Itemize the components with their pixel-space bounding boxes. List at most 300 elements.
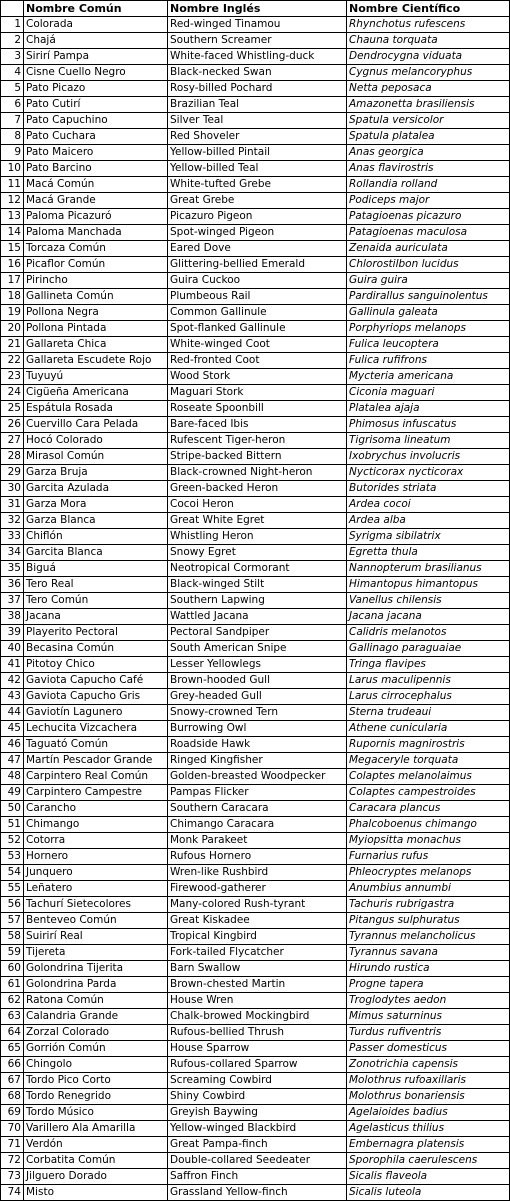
english-name-cell: Cocoi Heron xyxy=(168,497,347,513)
row-number-cell: 49 xyxy=(1,785,24,801)
table-body xyxy=(1,17,510,1201)
row-number-cell: 64 xyxy=(1,1025,24,1041)
table-row xyxy=(1,1025,510,1041)
common-name-cell: Cotorra xyxy=(24,833,168,849)
scientific-name-cell: Molothrus rufoaxillaris xyxy=(347,1073,510,1089)
row-number-cell: 31 xyxy=(1,497,24,513)
scientific-name-cell: Rollandia rolland xyxy=(347,177,510,193)
table-row xyxy=(1,785,510,801)
table-row xyxy=(1,209,510,225)
english-name-cell: Neotropical Cormorant xyxy=(168,561,347,577)
common-name-cell: Zorzal Colorado xyxy=(24,1025,168,1041)
row-number-cell: 71 xyxy=(1,1137,24,1153)
scientific-name-cell: Pardirallus sanguinolentus xyxy=(347,289,510,305)
scientific-name-cell: Ciconia maguari xyxy=(347,385,510,401)
common-name-cell: Playerito Pectoral xyxy=(24,625,168,641)
table-row xyxy=(1,1057,510,1073)
table-row xyxy=(1,609,510,625)
scientific-name-cell: Fulica rufifrons xyxy=(347,353,510,369)
table-row xyxy=(1,897,510,913)
scientific-name-cell: Ardea cocoi xyxy=(347,497,510,513)
english-name-cell: Yellow-billed Pintail xyxy=(168,145,347,161)
english-name-cell: Chimango Caracara xyxy=(168,817,347,833)
scientific-name-cell: Platalea ajaja xyxy=(347,401,510,417)
table-row xyxy=(1,273,510,289)
row-number-cell: 5 xyxy=(1,81,24,97)
row-number-cell: 16 xyxy=(1,257,24,273)
scientific-name-cell: Tyrannus melancholicus xyxy=(347,929,510,945)
english-name-cell: Brown-hooded Gull xyxy=(168,673,347,689)
common-name-cell: Tijereta xyxy=(24,945,168,961)
row-number-cell: 57 xyxy=(1,913,24,929)
scientific-name-cell: Patagioenas picazuro xyxy=(347,209,510,225)
table-row xyxy=(1,673,510,689)
common-name-cell: Tuyuyú xyxy=(24,369,168,385)
scientific-name-cell: Athene cunicularia xyxy=(347,721,510,737)
table-row xyxy=(1,177,510,193)
scientific-name-cell: Rhynchotus rufescens xyxy=(347,17,510,33)
common-name-cell: Taguató Común xyxy=(24,737,168,753)
scientific-name-cell: Troglodytes aedon xyxy=(347,993,510,1009)
row-number-cell: 35 xyxy=(1,561,24,577)
row-number-cell: 21 xyxy=(1,337,24,353)
scientific-name-cell: Podiceps major xyxy=(347,193,510,209)
table-row xyxy=(1,497,510,513)
common-name-cell: Tero Común xyxy=(24,593,168,609)
table-row xyxy=(1,305,510,321)
header-scientific-name: Nombre Científico xyxy=(347,1,510,17)
scientific-name-cell: Egretta thula xyxy=(347,545,510,561)
common-name-cell: Paloma Picazuró xyxy=(24,209,168,225)
table-row xyxy=(1,721,510,737)
common-name-cell: Tordo Renegrido xyxy=(24,1089,168,1105)
table-row xyxy=(1,593,510,609)
scientific-name-cell: Agelaioides badius xyxy=(347,1105,510,1121)
scientific-name-cell: Pitangus sulphuratus xyxy=(347,913,510,929)
row-number-cell: 72 xyxy=(1,1153,24,1169)
common-name-cell: Suirirí Real xyxy=(24,929,168,945)
table-row xyxy=(1,529,510,545)
scientific-name-cell: Mimus saturninus xyxy=(347,1009,510,1025)
row-number-cell: 69 xyxy=(1,1105,24,1121)
english-name-cell: Red-fronted Coot xyxy=(168,353,347,369)
english-name-cell: Grey-headed Gull xyxy=(168,689,347,705)
table-row xyxy=(1,225,510,241)
scientific-name-cell: Tyrannus savana xyxy=(347,945,510,961)
common-name-cell: Pollona Negra xyxy=(24,305,168,321)
table-row xyxy=(1,321,510,337)
english-name-cell: Red Shoveler xyxy=(168,129,347,145)
table-row xyxy=(1,401,510,417)
row-number-cell: 41 xyxy=(1,657,24,673)
table-row xyxy=(1,1169,510,1185)
english-name-cell: Great White Egret xyxy=(168,513,347,529)
common-name-cell: Sirirí Pampa xyxy=(24,49,168,65)
scientific-name-cell: Embernagra platensis xyxy=(347,1137,510,1153)
common-name-cell: Pato Picazo xyxy=(24,81,168,97)
table-row xyxy=(1,337,510,353)
row-number-cell: 68 xyxy=(1,1089,24,1105)
scientific-name-cell: Guira guira xyxy=(347,273,510,289)
english-name-cell: Greyish Baywing xyxy=(168,1105,347,1121)
table-row xyxy=(1,65,510,81)
scientific-name-cell: Caracara plancus xyxy=(347,801,510,817)
row-number-cell: 60 xyxy=(1,961,24,977)
english-name-cell: Great Kiskadee xyxy=(168,913,347,929)
english-name-cell: Southern Lapwing xyxy=(168,593,347,609)
english-name-cell: Fork-tailed Flycatcher xyxy=(168,945,347,961)
common-name-cell: Carpintero Campestre xyxy=(24,785,168,801)
english-name-cell: Double-collared Seedeater xyxy=(168,1153,347,1169)
english-name-cell: Rufous-bellied Thrush xyxy=(168,1025,347,1041)
english-name-cell: Eared Dove xyxy=(168,241,347,257)
row-number-cell: 62 xyxy=(1,993,24,1009)
english-name-cell: Brown-chested Martin xyxy=(168,977,347,993)
scientific-name-cell: Progne tapera xyxy=(347,977,510,993)
scientific-name-cell: Turdus rufiventris xyxy=(347,1025,510,1041)
scientific-name-cell: Gallinula galeata xyxy=(347,305,510,321)
row-number-cell: 51 xyxy=(1,817,24,833)
row-number-cell: 38 xyxy=(1,609,24,625)
english-name-cell: Picazuro Pigeon xyxy=(168,209,347,225)
scientific-name-cell: Larus maculipennis xyxy=(347,673,510,689)
english-name-cell: White-tufted Grebe xyxy=(168,177,347,193)
scientific-name-cell: Patagioenas maculosa xyxy=(347,225,510,241)
english-name-cell: Whistling Heron xyxy=(168,529,347,545)
row-number-cell: 2 xyxy=(1,33,24,49)
common-name-cell: Pato Cuchara xyxy=(24,129,168,145)
row-number-cell: 15 xyxy=(1,241,24,257)
row-number-cell: 45 xyxy=(1,721,24,737)
english-name-cell: Ringed Kingfisher xyxy=(168,753,347,769)
scientific-name-cell: Spatula platalea xyxy=(347,129,510,145)
english-name-cell: Stripe-backed Bittern xyxy=(168,449,347,465)
english-name-cell: Common Gallinule xyxy=(168,305,347,321)
english-name-cell: Spot-flanked Gallinule xyxy=(168,321,347,337)
english-name-cell: Black-crowned Night-heron xyxy=(168,465,347,481)
table-row xyxy=(1,577,510,593)
english-name-cell: Southern Screamer xyxy=(168,33,347,49)
table-row xyxy=(1,129,510,145)
english-name-cell: Firewood-gatherer xyxy=(168,881,347,897)
table-row xyxy=(1,369,510,385)
english-name-cell: House Sparrow xyxy=(168,1041,347,1057)
table-row xyxy=(1,113,510,129)
common-name-cell: Becasina Común xyxy=(24,641,168,657)
common-name-cell: Gaviota Capucho Gris xyxy=(24,689,168,705)
row-number-cell: 46 xyxy=(1,737,24,753)
english-name-cell: Plumbeous Rail xyxy=(168,289,347,305)
row-number-cell: 32 xyxy=(1,513,24,529)
english-name-cell: Bare-faced Ibis xyxy=(168,417,347,433)
scientific-name-cell: Sporophila caerulescens xyxy=(347,1153,510,1169)
common-name-cell: Calandria Grande xyxy=(24,1009,168,1025)
common-name-cell: Colorada xyxy=(24,17,168,33)
row-number-cell: 73 xyxy=(1,1169,24,1185)
english-name-cell: Southern Caracara xyxy=(168,801,347,817)
english-name-cell: Yellow-billed Teal xyxy=(168,161,347,177)
table-row xyxy=(1,481,510,497)
english-name-cell: Monk Parakeet xyxy=(168,833,347,849)
table-row xyxy=(1,833,510,849)
table-row xyxy=(1,705,510,721)
common-name-cell: Jacana xyxy=(24,609,168,625)
scientific-name-cell: Zenaida auriculata xyxy=(347,241,510,257)
english-name-cell: Glittering-bellied Emerald xyxy=(168,257,347,273)
english-name-cell: Maguari Stork xyxy=(168,385,347,401)
row-number-cell: 17 xyxy=(1,273,24,289)
row-number-cell: 20 xyxy=(1,321,24,337)
table-row xyxy=(1,465,510,481)
common-name-cell: Verdón xyxy=(24,1137,168,1153)
english-name-cell: Snowy Egret xyxy=(168,545,347,561)
common-name-cell: Junquero xyxy=(24,865,168,881)
english-name-cell: White-faced Whistling-duck xyxy=(168,49,347,65)
common-name-cell: Jilguero Dorado xyxy=(24,1169,168,1185)
table-row xyxy=(1,161,510,177)
english-name-cell: Great Pampa-finch xyxy=(168,1137,347,1153)
table-row xyxy=(1,193,510,209)
english-name-cell: Saffron Finch xyxy=(168,1169,347,1185)
scientific-name-cell: Megaceryle torquata xyxy=(347,753,510,769)
english-name-cell: Lesser Yellowlegs xyxy=(168,657,347,673)
table-row xyxy=(1,289,510,305)
common-name-cell: Carpintero Real Común xyxy=(24,769,168,785)
table-row xyxy=(1,945,510,961)
scientific-name-cell: Sterna trudeaui xyxy=(347,705,510,721)
row-number-cell: 4 xyxy=(1,65,24,81)
english-name-cell: Green-backed Heron xyxy=(168,481,347,497)
table-row xyxy=(1,641,510,657)
common-name-cell: Pirincho xyxy=(24,273,168,289)
scientific-name-cell: Butorides striata xyxy=(347,481,510,497)
common-name-cell: Garcita Azulada xyxy=(24,481,168,497)
table-row xyxy=(1,513,510,529)
row-number-cell: 70 xyxy=(1,1121,24,1137)
table-row xyxy=(1,33,510,49)
common-name-cell: Golondrina Tijerita xyxy=(24,961,168,977)
common-name-cell: Gallineta Común xyxy=(24,289,168,305)
table-row xyxy=(1,545,510,561)
common-name-cell: Chimango xyxy=(24,817,168,833)
row-number-cell: 58 xyxy=(1,929,24,945)
table-row xyxy=(1,1041,510,1057)
common-name-cell: Cisne Cuello Negro xyxy=(24,65,168,81)
table-row xyxy=(1,449,510,465)
english-name-cell: Guira Cuckoo xyxy=(168,273,347,289)
table-row xyxy=(1,81,510,97)
scientific-name-cell: Furnarius rufus xyxy=(347,849,510,865)
english-name-cell: White-winged Coot xyxy=(168,337,347,353)
row-number-cell: 22 xyxy=(1,353,24,369)
common-name-cell: Pato Capuchino xyxy=(24,113,168,129)
row-number-cell: 40 xyxy=(1,641,24,657)
common-name-cell: Gaviota Capucho Café xyxy=(24,673,168,689)
table-row xyxy=(1,97,510,113)
common-name-cell: Espátula Rosada xyxy=(24,401,168,417)
english-name-cell: Brazilian Teal xyxy=(168,97,347,113)
row-number-cell: 7 xyxy=(1,113,24,129)
common-name-cell: Macá Común xyxy=(24,177,168,193)
common-name-cell: Carancho xyxy=(24,801,168,817)
table-row xyxy=(1,17,510,33)
row-number-cell: 43 xyxy=(1,689,24,705)
table-row xyxy=(1,625,510,641)
header-number xyxy=(1,1,24,17)
english-name-cell: Silver Teal xyxy=(168,113,347,129)
scientific-name-cell: Tringa flavipes xyxy=(347,657,510,673)
row-number-cell: 25 xyxy=(1,401,24,417)
scientific-name-cell: Larus cirrocephalus xyxy=(347,689,510,705)
common-name-cell: Garza Bruja xyxy=(24,465,168,481)
row-number-cell: 55 xyxy=(1,881,24,897)
common-name-cell: Leñatero xyxy=(24,881,168,897)
english-name-cell: House Wren xyxy=(168,993,347,1009)
scientific-name-cell: Passer domesticus xyxy=(347,1041,510,1057)
table-row xyxy=(1,257,510,273)
common-name-cell: Ratona Común xyxy=(24,993,168,1009)
scientific-name-cell: Chauna torquata xyxy=(347,33,510,49)
scientific-name-cell: Porphyriops melanops xyxy=(347,321,510,337)
scientific-name-cell: Ardea alba xyxy=(347,513,510,529)
row-number-cell: 29 xyxy=(1,465,24,481)
table-row xyxy=(1,561,510,577)
english-name-cell: Rufescent Tiger-heron xyxy=(168,433,347,449)
header-row xyxy=(1,1,510,17)
common-name-cell: Pato Barcino xyxy=(24,161,168,177)
common-name-cell: Tero Real xyxy=(24,577,168,593)
table-row xyxy=(1,145,510,161)
table-row xyxy=(1,849,510,865)
scientific-name-cell: Himantopus himantopus xyxy=(347,577,510,593)
common-name-cell: Pato Maicero xyxy=(24,145,168,161)
row-number-cell: 19 xyxy=(1,305,24,321)
english-name-cell: Red-winged Tinamou xyxy=(168,17,347,33)
common-name-cell: Chingolo xyxy=(24,1057,168,1073)
english-name-cell: South American Snipe xyxy=(168,641,347,657)
row-number-cell: 34 xyxy=(1,545,24,561)
common-name-cell: Gorrión Común xyxy=(24,1041,168,1057)
common-name-cell: Paloma Manchada xyxy=(24,225,168,241)
common-name-cell: Mirasol Común xyxy=(24,449,168,465)
row-number-cell: 42 xyxy=(1,673,24,689)
row-number-cell: 11 xyxy=(1,177,24,193)
table-row xyxy=(1,49,510,65)
scientific-name-cell: Spatula versicolor xyxy=(347,113,510,129)
scientific-name-cell: Nannopterum brasilianus xyxy=(347,561,510,577)
scientific-name-cell: Tigrisoma lineatum xyxy=(347,433,510,449)
scientific-name-cell: Myiopsitta monachus xyxy=(347,833,510,849)
row-number-cell: 28 xyxy=(1,449,24,465)
header-english-name: Nombre Inglés xyxy=(168,1,347,17)
scientific-name-cell: Anumbius annumbi xyxy=(347,881,510,897)
english-name-cell: Snowy-crowned Tern xyxy=(168,705,347,721)
english-name-cell: Chalk-browed Mockingbird xyxy=(168,1009,347,1025)
row-number-cell: 67 xyxy=(1,1073,24,1089)
table-row xyxy=(1,385,510,401)
scientific-name-cell: Colaptes melanolaimus xyxy=(347,769,510,785)
row-number-cell: 1 xyxy=(1,17,24,33)
common-name-cell: Misto xyxy=(24,1185,168,1201)
common-name-cell: Corbatita Común xyxy=(24,1153,168,1169)
table-row xyxy=(1,817,510,833)
table-row xyxy=(1,417,510,433)
english-name-cell: Wren-like Rushbird xyxy=(168,865,347,881)
scientific-name-cell: Jacana jacana xyxy=(347,609,510,625)
english-name-cell: Great Grebe xyxy=(168,193,347,209)
row-number-cell: 10 xyxy=(1,161,24,177)
row-number-cell: 23 xyxy=(1,369,24,385)
table-row xyxy=(1,1137,510,1153)
table-row xyxy=(1,737,510,753)
scientific-name-cell: Chlorostilbon lucidus xyxy=(347,257,510,273)
row-number-cell: 56 xyxy=(1,897,24,913)
row-number-cell: 61 xyxy=(1,977,24,993)
scientific-name-cell: Amazonetta brasiliensis xyxy=(347,97,510,113)
row-number-cell: 12 xyxy=(1,193,24,209)
scientific-name-cell: Agelasticus thilius xyxy=(347,1121,510,1137)
table-row xyxy=(1,753,510,769)
row-number-cell: 47 xyxy=(1,753,24,769)
scientific-name-cell: Sicalis luteola xyxy=(347,1185,510,1201)
common-name-cell: Garza Mora xyxy=(24,497,168,513)
row-number-cell: 39 xyxy=(1,625,24,641)
table-row xyxy=(1,977,510,993)
scientific-name-cell: Hirundo rustica xyxy=(347,961,510,977)
english-name-cell: Tropical Kingbird xyxy=(168,929,347,945)
english-name-cell: Screaming Cowbird xyxy=(168,1073,347,1089)
scientific-name-cell: Phimosus infuscatus xyxy=(347,417,510,433)
table-row xyxy=(1,353,510,369)
row-number-cell: 59 xyxy=(1,945,24,961)
common-name-cell: Chiflón xyxy=(24,529,168,545)
scientific-name-cell: Dendrocygna viduata xyxy=(347,49,510,65)
common-name-cell: Cigüeña Americana xyxy=(24,385,168,401)
english-name-cell: Roseate Spoonbill xyxy=(168,401,347,417)
common-name-cell: Martín Pescador Grande xyxy=(24,753,168,769)
scientific-name-cell: Calidris melanotos xyxy=(347,625,510,641)
english-name-cell: Rufous-collared Sparrow xyxy=(168,1057,347,1073)
table-row xyxy=(1,929,510,945)
row-number-cell: 27 xyxy=(1,433,24,449)
table-row xyxy=(1,241,510,257)
common-name-cell: Lechucita Vizcachera xyxy=(24,721,168,737)
scientific-name-cell: Colaptes campestroides xyxy=(347,785,510,801)
english-name-cell: Black-winged Stilt xyxy=(168,577,347,593)
row-number-cell: 50 xyxy=(1,801,24,817)
common-name-cell: Hocó Colorado xyxy=(24,433,168,449)
english-name-cell: Barn Swallow xyxy=(168,961,347,977)
common-name-cell: Tordo Pico Corto xyxy=(24,1073,168,1089)
table-row xyxy=(1,1089,510,1105)
common-name-cell: Varillero Ala Amarilla xyxy=(24,1121,168,1137)
common-name-cell: Garcita Blanca xyxy=(24,545,168,561)
table-row xyxy=(1,1185,510,1201)
row-number-cell: 54 xyxy=(1,865,24,881)
row-number-cell: 18 xyxy=(1,289,24,305)
table-row xyxy=(1,1121,510,1137)
english-name-cell: Pectoral Sandpiper xyxy=(168,625,347,641)
english-name-cell: Burrowing Owl xyxy=(168,721,347,737)
table-row xyxy=(1,433,510,449)
row-number-cell: 24 xyxy=(1,385,24,401)
english-name-cell: Golden-breasted Woodpecker xyxy=(168,769,347,785)
scientific-name-cell: Syrigma sibilatrix xyxy=(347,529,510,545)
row-number-cell: 66 xyxy=(1,1057,24,1073)
row-number-cell: 33 xyxy=(1,529,24,545)
row-number-cell: 14 xyxy=(1,225,24,241)
header-common-name: Nombre Común xyxy=(24,1,168,17)
